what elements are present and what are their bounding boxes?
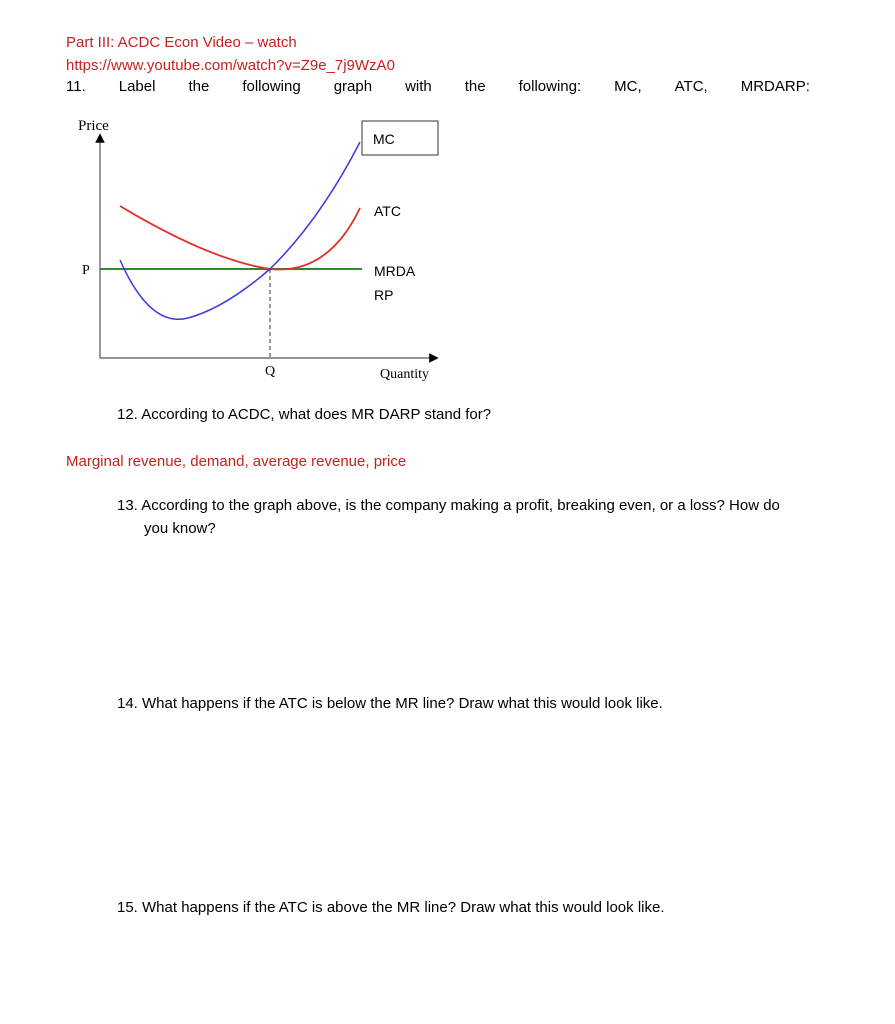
part-title: Part III: ACDC Econ Video – watch — [66, 34, 297, 51]
q11-word: 11. — [66, 78, 86, 95]
q11-word: ATC, — [674, 78, 708, 95]
q11-word: following — [242, 78, 301, 95]
video-link[interactable]: https://www.youtube.com/watch?v=Z9e_7j9WzA0 — [66, 57, 395, 74]
y-axis-label: Price — [78, 118, 109, 134]
mc-label: MC — [373, 131, 395, 147]
q11-word: with — [405, 78, 432, 95]
q11-word: graph — [333, 78, 373, 95]
question-13-line2: you know? — [144, 520, 216, 537]
q11-word: the — [464, 78, 486, 95]
q11-word: Label — [118, 78, 156, 95]
answer-12: Marginal revenue, demand, average revenue, price — [66, 453, 407, 470]
question-12: 12. According to ACDC, what does MR DARP stand for? — [117, 406, 492, 423]
atc-label: ATC — [374, 203, 401, 219]
rp-label: RP — [374, 287, 394, 303]
question-11 — [66, 78, 810, 95]
q-label: Q — [265, 364, 276, 379]
q11-word: MRDARP: — [740, 78, 810, 95]
question-14: 14. What happens if the ATC is below the MR line? Draw what this would look like. — [117, 695, 663, 712]
cost-curves-graph — [60, 110, 460, 390]
q11-word: the — [188, 78, 210, 95]
mrda-label: MRDA — [374, 263, 416, 279]
q11-word: MC, — [614, 78, 642, 95]
graph-svg — [60, 110, 460, 390]
question-15: 15. What happens if the ATC is above the MR line? Draw what this would look like. — [117, 899, 665, 916]
p-label: P — [82, 263, 90, 278]
x-axis-label: Quantity — [380, 367, 429, 382]
q11-word: following: — [518, 78, 582, 95]
atc-curve — [120, 206, 360, 269]
mc-curve — [120, 142, 360, 319]
question-13-line1: 13. According to the graph above, is the company making a profit, breaking even, or a loss? How do — [117, 497, 780, 514]
